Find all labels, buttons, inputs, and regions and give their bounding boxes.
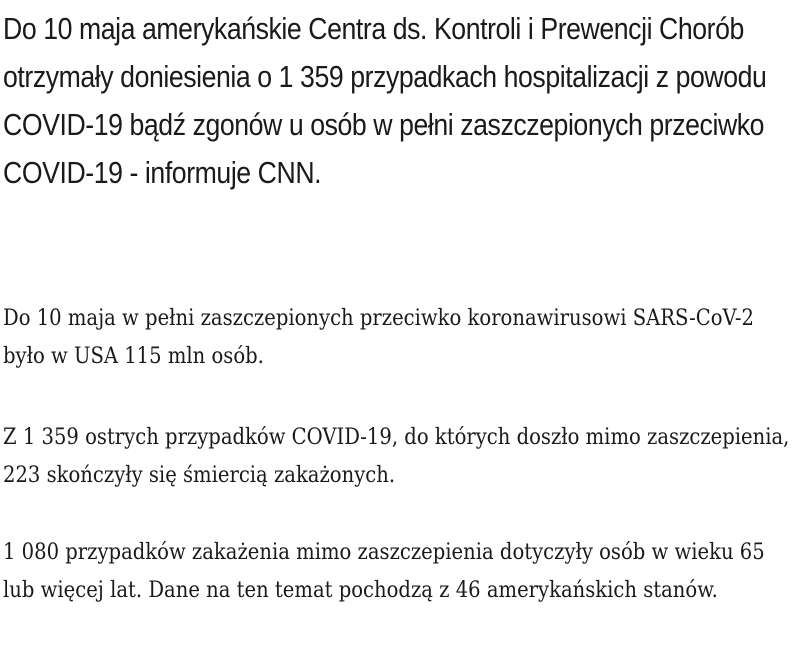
- article-paragraph: Z 1 359 ostrych przypadków COVID-19, do których doszło mimo zaszczepienia, 223 skończyły się śmiercią zakażonych.: [3, 425, 790, 488]
- article-paragraph: 1 080 przypadków zakażenia mimo zaszczepienia dotyczyły osób w wieku 65 lub więcej lat. Dane na ten temat pochodzą z 46 amerykańskich stanów.: [3, 540, 765, 603]
- article-lead: Do 10 maja amerykańskie Centra ds. Kontroli i Prewencji Chorób otrzymały doniesienia o 1 359 przypadkach hospitalizacji z powodu COVID-19 bądź zgonów u osób w pełni zaszczepionych przeciwko COVID-19 - informuje CNN.: [3, 11, 767, 190]
- article-paragraph: Do 10 maja w pełni zaszczepionych przeciwko koronawirusowi SARS-CoV-2 było w USA 115 mln osób.: [3, 306, 754, 369]
